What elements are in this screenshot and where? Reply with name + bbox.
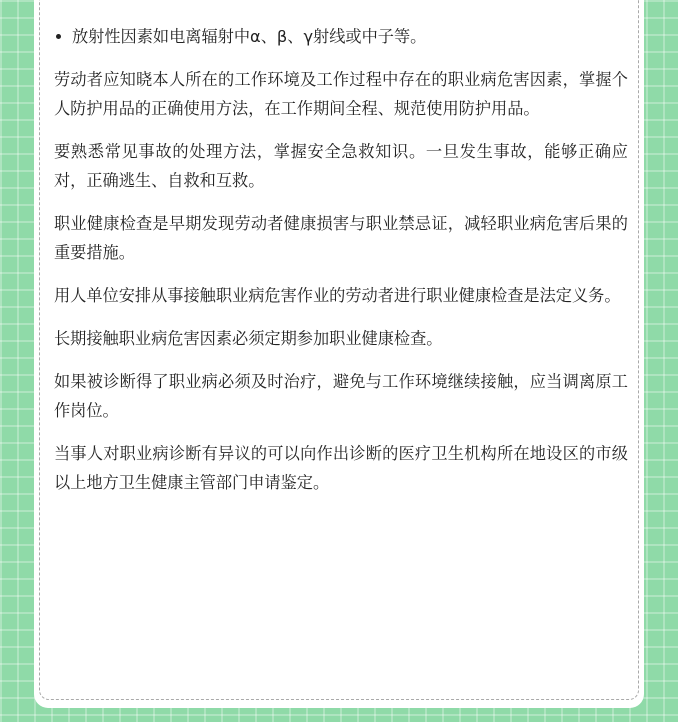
list-item — [54, 22, 628, 51]
article-body — [54, 22, 628, 511]
paragraph-health-check: 职业健康检查是早期发现劳动者健康损害与职业禁忌证，减轻职业病危害后果的重要措施。 — [54, 214, 628, 262]
content-card — [34, 0, 644, 708]
paragraph-regular-check: 长期接触职业病危害因素必须定期参加职业健康检查。 — [54, 329, 443, 348]
paragraph-first-aid: 要熟悉常见事故的处理方法，掌握安全急救知识。一旦发生事故，能够正确应对，正确逃生、自救和互救。 — [54, 142, 628, 190]
paragraph-appeal: 当事人对职业病诊断有异议的可以向作出诊断的医疗卫生机构所在地设区的市级以上地方卫生健康主管部门申请鉴定。 — [54, 444, 628, 492]
paragraph-treatment: 如果被诊断得了职业病必须及时治疗，避免与工作环境继续接触，应当调离原工作岗位。 — [54, 372, 628, 420]
paragraph-ppe: 劳动者应知晓本人所在的工作环境及工作过程中存在的职业病危害因素，掌握个人防护用品的正确使用方法，在工作期间全程、规范使用防护用品。 — [54, 70, 628, 118]
bullet-list — [54, 22, 628, 51]
paragraph-employer-duty: 用人单位安排从事接触职业病危害作业的劳动者进行职业健康检查是法定义务。 — [54, 286, 621, 305]
bullet-dot-icon — [56, 34, 61, 39]
list-item-text: 放射性因素如电离辐射中α、β、γ射线或中子等。 — [72, 27, 427, 46]
